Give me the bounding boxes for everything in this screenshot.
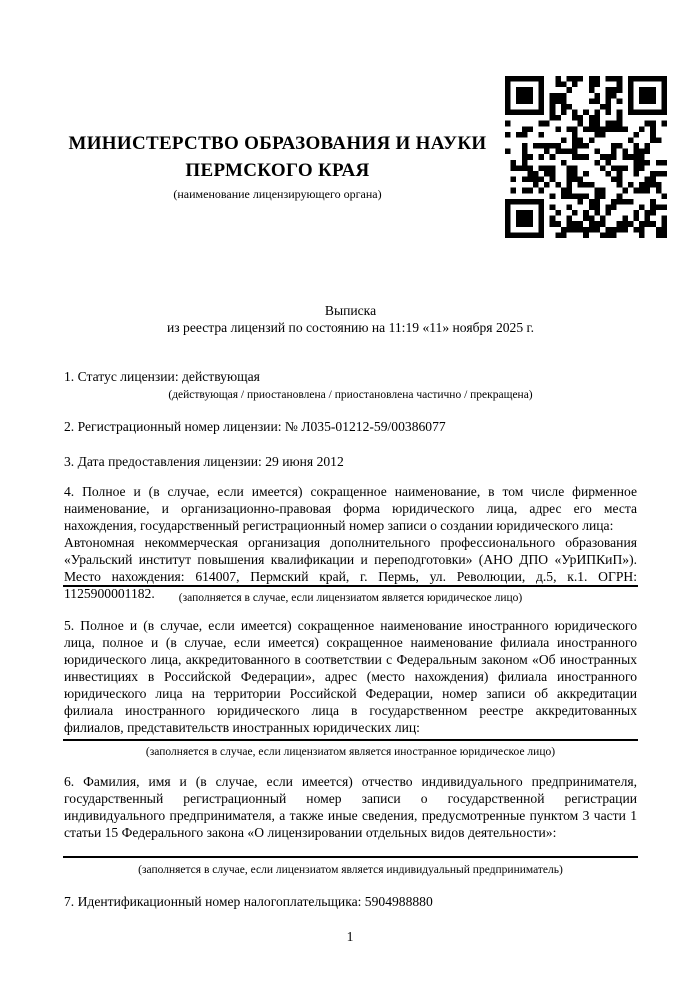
page-number: 1 xyxy=(346,929,354,944)
fill-in-line-item-6 xyxy=(63,856,638,858)
qr-code xyxy=(505,76,667,238)
item-4-value: Автономная некоммерческая организация дополнительного профессионального образования «Уральский институт повышения квалификации и переподготовки» (АНО ДПО «УрИПКиП»). Место нахождения: 614007, Пермский край, г. Пермь, ул. Революции, д.5, к.1. ОГРН: 1125900001182. xyxy=(64,535,637,601)
item-6-individual-entrepreneur: 6. Фамилия, имя и (в случае, если имеется) отчество индивидуального предпринимателя, государственный регистрационный номер записи о государственной регистрации индивидуального предпринимателя, а также иные сведения, предусмотренные пунктом 3 части 1 статьи 15 Федерального закона «О лицензировании отдельных видов деятельности»: xyxy=(64,774,637,840)
licensing-authority-header xyxy=(55,130,500,201)
item-1-status-options-hint: (действующая / приостановлена / приостановлена частично / прекращена) xyxy=(168,389,533,401)
document-title xyxy=(64,302,637,336)
ministry-caption: (наименование лицензирующего органа) xyxy=(173,187,382,201)
item-5-caption: (заполняется в случае, если лицензиатом является иностранное юридическое лицо) xyxy=(145,746,556,758)
document-title-line1: Выписка xyxy=(324,303,377,318)
ministry-name-line2: ПЕРМСКОГО КРАЯ xyxy=(185,160,370,181)
fill-in-line-item-4 xyxy=(63,585,638,587)
ministry-name-line1: МИНИСТЕРСТВО ОБРАЗОВАНИЯ И НАУКИ xyxy=(68,133,487,154)
document-title-line2: из реестра лицензий по состоянию на 11:19 «11» ноября 2025 г. xyxy=(166,320,534,335)
item-4-label: 4. Полное и (в случае, если имеется) сокращенное наименование, в том числе фирменное наименование, и организационно-правовая форма юридического лица, адрес его места нахождения, государственный регистрационный номер записи о создании юридического лица: xyxy=(64,484,637,533)
item-6-caption: (заполняется в случае, если лицензиатом является индивидуальный предприниматель) xyxy=(138,864,563,876)
item-5-foreign-entity: 5. Полное и (в случае, если имеется) сокращенное наименование иностранного юридического лица, полное и (в случае, если имеется) сокращенное наименование филиала иностранного юридического лица, аккредитованного в соответствии с Федеральным законом «Об иностранных инвестициях в Российской Федерации», адрес (место нахождения) филиала иностранного юридического лица на территории Российской Федерации, номер записи об аккредитации филиала иностранного юридического лица в государственном реестре аккредитованных филиалов, представительств иностранных юридических лиц: xyxy=(64,618,637,735)
qr-code-image xyxy=(505,76,667,238)
item-1-license-status: 1. Статус лицензии: действующая xyxy=(64,369,260,384)
fill-in-line-item-5 xyxy=(63,739,638,741)
item-7-taxpayer-number: 7. Идентификационный номер налогоплательщика: 5904988880 xyxy=(64,894,433,909)
item-3-grant-date: 3. Дата предоставления лицензии: 29 июня 2012 xyxy=(64,454,344,469)
item-4-caption: (заполняется в случае, если лицензиатом является юридическое лицо) xyxy=(178,592,523,604)
item-2-registration-number: 2. Регистрационный номер лицензии: № Л035-01212-59/00386077 xyxy=(64,419,446,434)
